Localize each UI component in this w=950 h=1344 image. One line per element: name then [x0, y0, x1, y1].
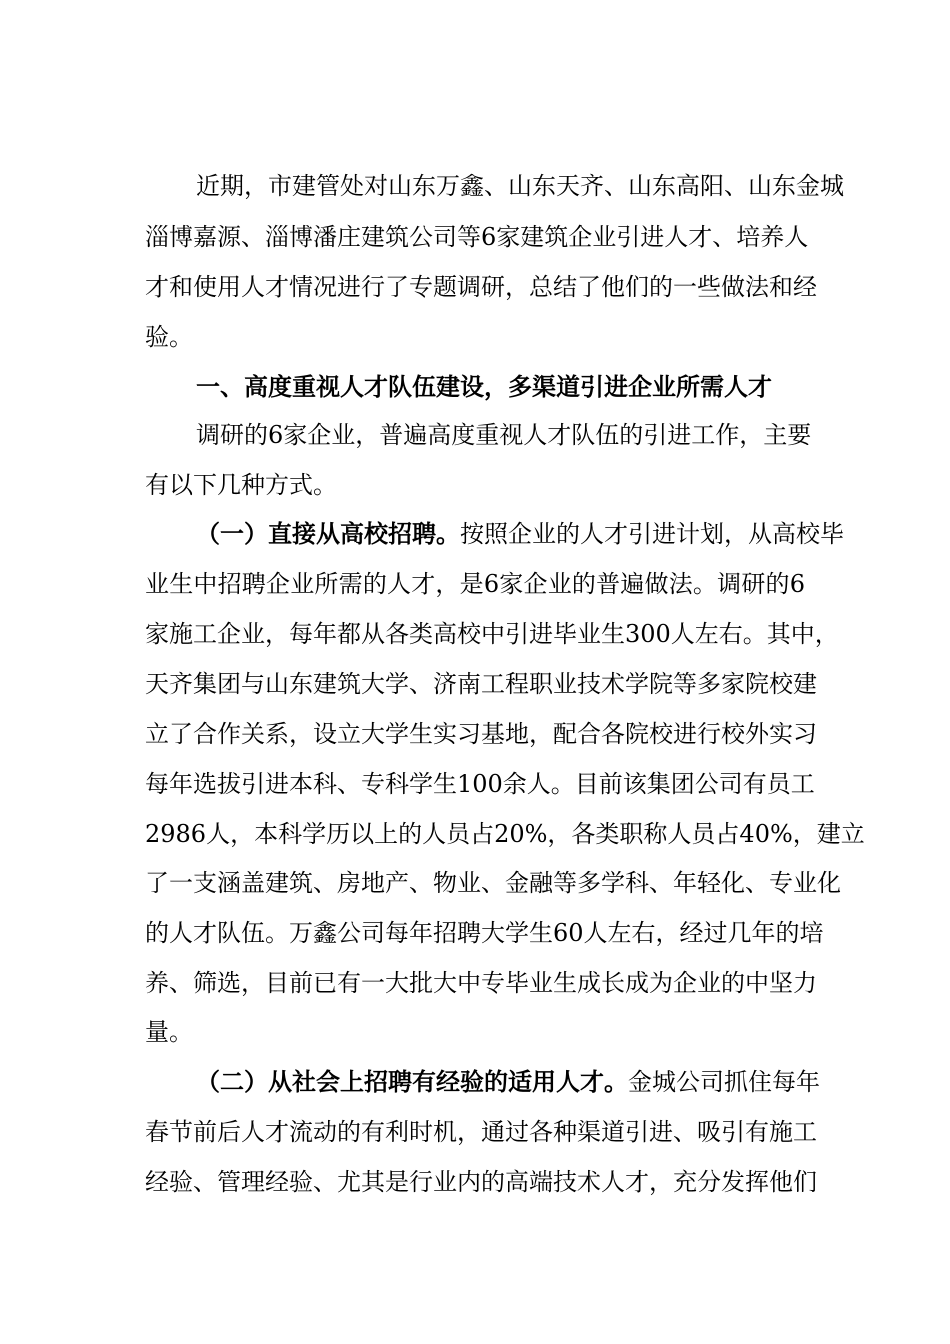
para3-line-5: 立了合作关系，设立大学生实习基地，配合各院校进行校外实习 — [145, 720, 817, 748]
para3-line-4: 天齐集团与山东建筑大学、济南工程职业技术学院等多家院校建 — [145, 670, 817, 698]
para3-line-8: 了一支涵盖建筑、房地产、物业、金融等多学科、年轻化、专业化 — [145, 869, 841, 897]
para4-line-1 — [196, 1062, 820, 1102]
section-heading-1: 一、高度重视人才队伍建设，多渠道引进企业所需人才 — [196, 372, 772, 401]
para3-line-6: 每年选拔引进本科、专科学生100余人。目前该集团公司有员工 — [145, 770, 815, 798]
para1-line-2: 淄博嘉源、淄博潘庄建筑公司等6家建筑企业引进人才、培养人 — [145, 223, 809, 251]
para4-line-2: 春节前后人才流动的有利时机，通过各种渠道引进、吸引有施工 — [145, 1118, 817, 1146]
para1-line-3: 才和使用人才情况进行了专题调研，总结了他们的一些做法和经 — [145, 273, 817, 301]
para3-line-3: 家施工企业，每年都从各类高校中引进毕业生300人左右。其中， — [145, 620, 839, 648]
subheading-2: （二）从社会上招聘有经验的适用人才。 — [196, 1067, 628, 1096]
para3-line-2: 业生中招聘企业所需的人才，是6家企业的普遍做法。调研的6 — [145, 570, 805, 598]
para1-line-1: 近期，市建管处对山东万鑫、山东天齐、山东高阳、山东金城 — [196, 172, 844, 200]
para3-line-1-text: 按照企业的人才引进计划，从高校毕 — [460, 520, 844, 548]
subheading-1: （一）直接从高校招聘。 — [196, 519, 460, 548]
para2-line-1: 调研的6家企业，普遍高度重视人才队伍的引进工作，主要 — [196, 421, 812, 449]
para3-line-1 — [196, 514, 844, 554]
para4-line-1-text: 金城公司抓住每年 — [628, 1068, 820, 1096]
para3-line-11: 量。 — [145, 1018, 193, 1046]
para3-line-7: 2986人，本科学历以上的人员占20%，各类职称人员占40%，建立 — [145, 820, 865, 848]
para2-line-2: 有以下几种方式。 — [145, 471, 337, 499]
para3-line-9: 的人才队伍。万鑫公司每年招聘大学生60人左右，经过几年的培 — [145, 919, 824, 947]
para1-line-4: 验。 — [145, 323, 193, 351]
para4-line-3: 经验、管理经验、尤其是行业内的高端技术人才，充分发挥他们 — [145, 1168, 817, 1196]
para3-line-10: 养、筛选，目前已有一大批大中专毕业生成长成为企业的中坚力 — [145, 969, 817, 997]
